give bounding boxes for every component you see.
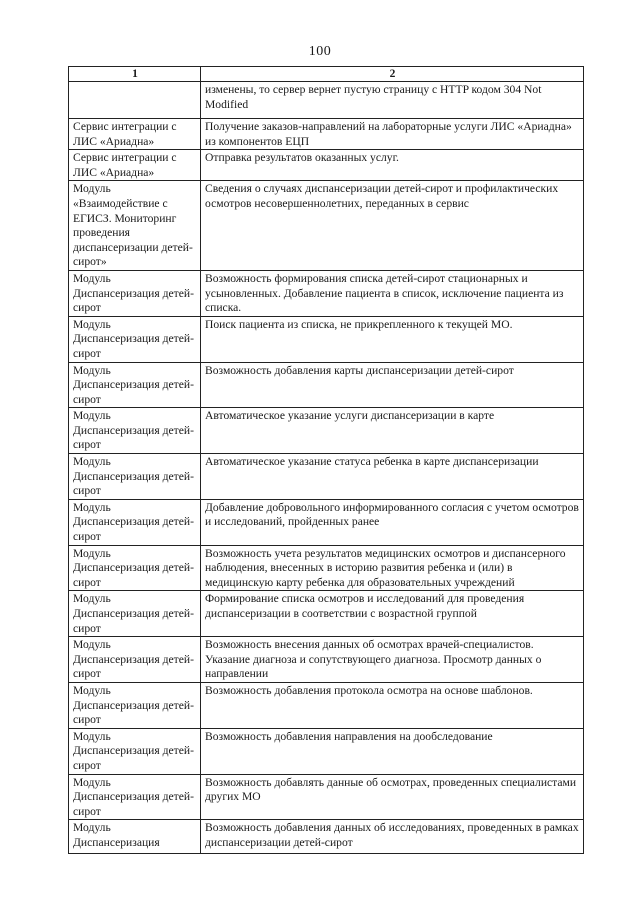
table-row bbox=[69, 820, 584, 854]
module-cell: Модуль Диспансеризация детей-сирот bbox=[69, 270, 201, 316]
description-cell: Возможность добавления карты диспансеризации детей-сирот bbox=[201, 362, 584, 408]
description-cell: Сведения о случаях диспансеризации детей-сирот и профилактических осмотров несовершеннолетних, переданных в сервис bbox=[201, 181, 584, 271]
module-cell: Модуль Диспансеризация детей-сирот bbox=[69, 728, 201, 774]
module-cell: Модуль Диспансеризация детей-сирот bbox=[69, 499, 201, 545]
table-row bbox=[69, 82, 584, 119]
module-cell: Модуль «Взаимодействие с ЕГИСЗ. Мониторинг проведения диспансеризации детей-сирот» bbox=[69, 181, 201, 271]
description-cell: Возможность добавления протокола осмотра на основе шаблонов. bbox=[201, 682, 584, 728]
description-cell: Возможность добавлять данные об осмотрах, проведенных специалистами других МО bbox=[201, 774, 584, 820]
module-cell: Модуль Диспансеризация детей-сирот bbox=[69, 774, 201, 820]
column-header: 1 bbox=[69, 67, 201, 82]
table-row bbox=[69, 408, 584, 454]
description-cell: Получение заказов-направлений на лабораторные услуги ЛИС «Ариадна» из компонентов ЕЦП bbox=[201, 119, 584, 150]
description-cell: Автоматическое указание статуса ребенка в карте диспансеризации bbox=[201, 454, 584, 500]
table-header-row bbox=[69, 67, 584, 82]
description-cell: Поиск пациента из списка, не прикрепленного к текущей МО. bbox=[201, 316, 584, 362]
module-cell: Сервис интеграции с ЛИС «Ариадна» bbox=[69, 119, 201, 150]
table-row bbox=[69, 119, 584, 150]
module-cell: Модуль Диспансеризация детей-сирот bbox=[69, 316, 201, 362]
module-cell: Модуль Диспансеризация детей-сирот bbox=[69, 362, 201, 408]
module-cell: Модуль Диспансеризация детей-сирот bbox=[69, 408, 201, 454]
module-cell: Модуль Диспансеризация детей-сирот bbox=[69, 545, 201, 591]
table-row bbox=[69, 454, 584, 500]
column-header: 2 bbox=[201, 67, 584, 82]
table-row bbox=[69, 181, 584, 271]
description-cell: изменены, то сервер вернет пустую страницу с HTTP кодом 304 Not Modified bbox=[201, 82, 584, 119]
table-body bbox=[69, 82, 584, 854]
module-cell: Модуль Диспансеризация детей-сирот bbox=[69, 637, 201, 683]
page-number: 100 bbox=[308, 44, 332, 59]
description-cell: Формирование списка осмотров и исследований для проведения диспансеризации в соответствии с возрастной группой bbox=[201, 591, 584, 637]
table-row bbox=[69, 270, 584, 316]
description-cell: Автоматическое указание услуги диспансеризации в карте bbox=[201, 408, 584, 454]
module-cell: Модуль Диспансеризация детей-сирот bbox=[69, 682, 201, 728]
table-row bbox=[69, 150, 584, 181]
table-row bbox=[69, 728, 584, 774]
module-cell: Модуль Диспансеризация bbox=[69, 820, 201, 854]
module-cell: Сервис интеграции с ЛИС «Ариадна» bbox=[69, 150, 201, 181]
table-row bbox=[69, 316, 584, 362]
table-row bbox=[69, 591, 584, 637]
module-cell bbox=[69, 82, 201, 119]
description-cell: Возможность внесения данных об осмотрах врачей-специалистов. Указание диагноза и сопутствующего диагноза. Просмотр данных о направлении bbox=[201, 637, 584, 683]
requirements-table bbox=[68, 66, 584, 854]
description-cell: Возможность добавления направления на дообследование bbox=[201, 728, 584, 774]
table-row bbox=[69, 362, 584, 408]
description-cell: Добавление добровольного информированного согласия с учетом осмотров и исследований, пройденных ранее bbox=[201, 499, 584, 545]
description-cell: Возможность учета результатов медицинских осмотров и диспансерного наблюдения, внесенных в историю развития ребенка и (или) в медицинскую карту ребенка для образовательных учреждений bbox=[201, 545, 584, 591]
table-row bbox=[69, 682, 584, 728]
table-row bbox=[69, 545, 584, 591]
table-row bbox=[69, 774, 584, 820]
table-row bbox=[69, 637, 584, 683]
module-cell: Модуль Диспансеризация детей-сирот bbox=[69, 454, 201, 500]
description-cell: Возможность добавления данных об исследованиях, проведенных в рамках диспансеризации детей-сирот bbox=[201, 820, 584, 854]
table-row bbox=[69, 499, 584, 545]
module-cell: Модуль Диспансеризация детей-сирот bbox=[69, 591, 201, 637]
description-cell: Возможность формирования списка детей-сирот стационарных и усыновленных. Добавление пациента в список, исключение пациента из списка. bbox=[201, 270, 584, 316]
description-cell: Отправка результатов оказанных услуг. bbox=[201, 150, 584, 181]
